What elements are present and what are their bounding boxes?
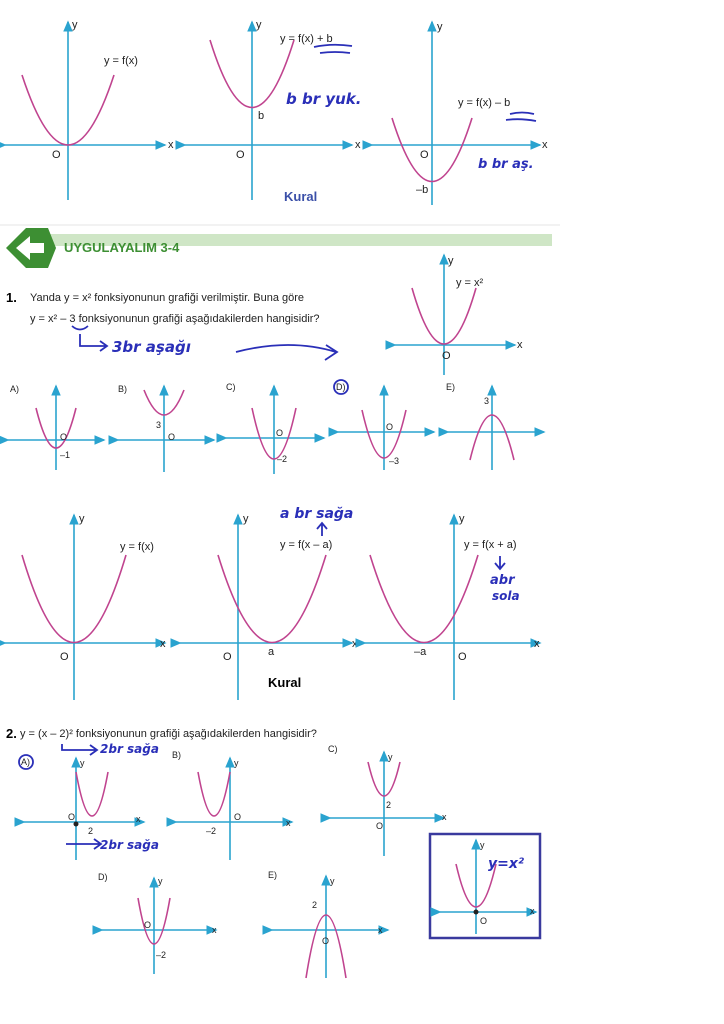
handwritten-note: sola	[492, 589, 520, 603]
origin-dot	[74, 822, 79, 827]
q1-reference-graph	[395, 255, 523, 375]
question-number: 1.	[6, 290, 17, 305]
x-axis-label: x	[530, 906, 535, 916]
y-axis-label: y	[459, 513, 465, 525]
origin-label: O	[236, 149, 245, 161]
option-letter: E)	[446, 382, 455, 392]
y-axis-label: y	[437, 21, 443, 33]
x-axis-label: x	[442, 812, 447, 822]
option-value: –3	[389, 456, 400, 466]
q2-option-e[interactable]	[268, 870, 388, 978]
y-axis-label: y	[256, 19, 262, 31]
y-axis-label: y	[448, 255, 454, 267]
option-value: 3	[484, 396, 490, 406]
option-letter: D)	[98, 872, 108, 882]
x-axis-label: x	[352, 638, 358, 650]
question-text-line-2: y = x² – 3 fonksiyonunun grafiği aşağıdakilerden hangisidir?	[30, 313, 320, 325]
option-letter: B)	[172, 750, 181, 760]
handwritten-note: 2br sağa	[100, 838, 159, 852]
shift-neg-b-label: –b	[416, 184, 429, 196]
option-value: 2	[312, 900, 318, 910]
origin-label: O	[234, 812, 242, 822]
q2-option-a[interactable]	[19, 755, 159, 860]
option-value: –2	[156, 950, 167, 960]
q1-option-a[interactable]	[8, 384, 104, 470]
origin-label: O	[223, 651, 232, 663]
origin-label: O	[386, 422, 394, 432]
top-graph-1	[5, 19, 174, 200]
graph-label: y = f(x – a)	[280, 539, 333, 551]
mid-graph-1	[5, 513, 166, 700]
shift-a-label: a	[268, 646, 275, 658]
origin-label: O	[420, 149, 429, 161]
y-axis-label: y	[234, 758, 239, 768]
origin-label: O	[144, 920, 152, 930]
origin-label: O	[168, 432, 176, 442]
x-axis-label: x	[378, 925, 383, 935]
q1-option-e[interactable]	[446, 382, 544, 470]
y-axis-label: y	[330, 876, 335, 886]
origin-dot	[474, 910, 479, 915]
x-axis-label: x	[136, 814, 141, 824]
x-axis-label: x	[212, 925, 217, 935]
origin-label: O	[68, 812, 76, 822]
handwritten-note: b br yuk.	[286, 90, 362, 108]
option-value: –2	[277, 454, 288, 464]
handwritten-note: a br sağa	[280, 506, 354, 522]
q2-option-b[interactable]	[172, 750, 292, 860]
q1-option-d[interactable]	[334, 380, 434, 470]
option-letter: A)	[10, 384, 19, 394]
option-letter: C)	[328, 744, 338, 754]
top-graph-2	[185, 19, 361, 204]
q1-option-b[interactable]	[118, 384, 214, 472]
section-title: UYGULAYALIM 3-4	[64, 240, 180, 255]
graph-label: y = x²	[456, 277, 484, 289]
handwritten-note: abr	[490, 573, 515, 588]
y-axis-label: y	[480, 840, 485, 850]
question-2	[6, 726, 540, 978]
option-letter: C)	[226, 382, 236, 392]
origin-label: O	[60, 432, 68, 442]
question-1	[6, 255, 544, 474]
graph-label: y=x²	[488, 856, 525, 872]
mid-graph-3	[365, 513, 540, 700]
handwritten-note: 2br sağa	[100, 742, 159, 756]
section-banner	[0, 225, 560, 268]
y-axis-label: y	[243, 513, 249, 525]
origin-label: O	[60, 651, 69, 663]
graph-label: y = f(x + a)	[464, 539, 517, 551]
x-axis-label: x	[534, 638, 540, 650]
handwritten-note: b br aş.	[478, 157, 534, 172]
option-letter: B)	[118, 384, 127, 394]
origin-label: O	[458, 651, 467, 663]
option-value: 2	[88, 826, 94, 836]
option-letter: A)	[21, 757, 30, 767]
option-value: 2	[386, 800, 392, 810]
origin-label: O	[480, 916, 488, 926]
y-axis-label: y	[72, 19, 78, 31]
origin-label: O	[322, 936, 330, 946]
question-text: y = (x – 2)² fonksiyonunun grafiği aşağıdakilerden hangisidir?	[20, 728, 317, 740]
question-text-line-1: Yanda y = x² fonksiyonunun grafiği verilmiştir. Buna göre	[30, 292, 305, 304]
shift-b-label: b	[258, 110, 265, 122]
rule-label: Kural	[268, 675, 302, 690]
y-axis-label: y	[388, 752, 393, 762]
graph-label: y = f(x) + b	[280, 33, 333, 45]
graph-label: y = f(x)	[104, 55, 138, 67]
y-axis-label: y	[158, 876, 163, 886]
option-value: 3	[156, 420, 162, 430]
shift-neg-a-label: –a	[414, 646, 427, 658]
x-axis-label: x	[168, 139, 174, 151]
x-axis-label: x	[355, 139, 361, 151]
option-letter: D)	[336, 382, 346, 392]
handwritten-note: 3br aşağı	[112, 338, 191, 356]
question-number: 2.	[6, 726, 17, 741]
mid-graph-2	[180, 506, 358, 700]
option-value: –2	[206, 826, 217, 836]
q2-option-d[interactable]	[98, 872, 217, 974]
q1-option-c[interactable]	[226, 382, 324, 474]
y-axis-label: y	[80, 758, 85, 768]
x-axis-label: x	[542, 139, 548, 151]
origin-label: O	[442, 350, 451, 362]
rule-label: Kural	[284, 189, 318, 204]
option-letter: E)	[268, 870, 277, 880]
top-graph-3	[372, 21, 548, 205]
graph-label: y = f(x) – b	[458, 97, 511, 109]
x-axis-label: x	[286, 818, 291, 828]
origin-label: O	[52, 149, 61, 161]
graph-label: y = f(x)	[120, 541, 154, 553]
x-axis-label: x	[160, 638, 166, 650]
y-axis-label: y	[79, 513, 85, 525]
x-axis-label: x	[517, 339, 523, 351]
origin-label: O	[276, 428, 284, 438]
origin-label: O	[376, 821, 384, 831]
boxed-reference-graph	[430, 834, 540, 938]
option-value: –1	[60, 450, 71, 460]
